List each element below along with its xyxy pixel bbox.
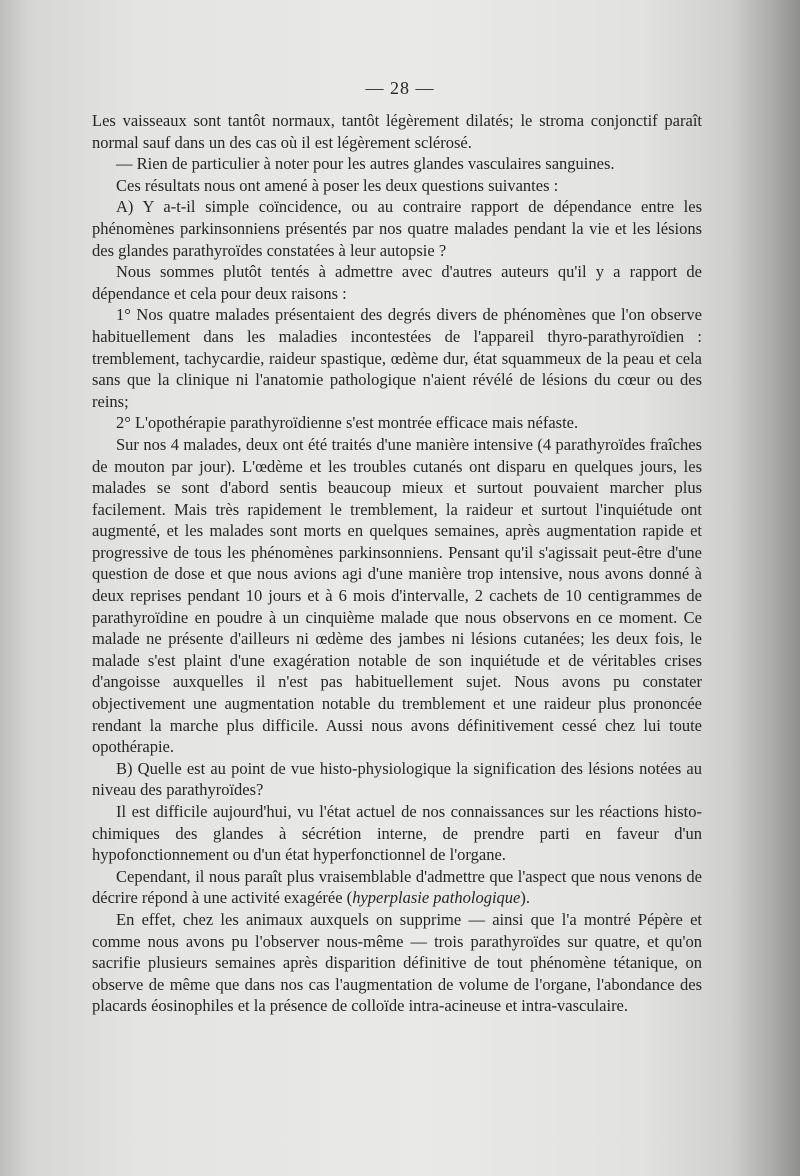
paragraph-other-glands: — Rien de particulier à noter pour les autres glandes vasculaires sanguines. [116, 154, 615, 174]
paragraph-question-a: A) Y a-t-il simple coïncidence, ou au contraire rapport de dépendance entre les phénomènes parkinsonniens présentés par nos quatre malades pendant la vie et les lésions des glandes parathyroïdes constatées à leur autopsie ? [92, 197, 702, 260]
paragraph-reason-1: 1° Nos quatre malades présentaient des degrés divers de phénomènes que l'on observe habituellement dans les maladies incontestées de l'appareil thyro-parathyroïdien : tremblement, tachycardie, raideur spastique, œdème dur, état squammeux de la peau et cela sans que la clinique ni l'anatomie pathologique n'aient révélé de lésions du cœur ou des reins; [92, 305, 702, 411]
paragraph-reason-2: 2° L'opothérapie parathyroïdienne s'est montrée efficace mais néfaste. [116, 413, 579, 433]
paragraph-hyperplasia [92, 866, 702, 909]
body-text [92, 110, 702, 1017]
paragraph-dependence: Nous sommes plutôt tentés à admettre avec d'autres auteurs qu'il y a rapport de dépendance et cela pour deux raisons : [92, 262, 702, 303]
hyperplasia-text-after: ). [520, 888, 530, 908]
paragraph-animal-experiments: En effet, chez les animaux auxquels on supprime — ainsi que l'a montré Pépère et comme nous avons pu l'observer nous-même — trois parathyroïdes sur quatre, et qu'on sacrifie plusieurs semaines après disparition définitive de tout phénomène tétanique, on observe de même que dans nos cas l'augmentation de volume de l'organe, l'abondance des placards éosinophiles et la présence de colloïde intra-acineuse et intra-vasculaire. [92, 909, 702, 1016]
page-number: — 28 — [365, 78, 435, 98]
hyperplasia-text-before: Cependant, il nous paraît plus vraisemblable d'admettre que l'aspect que nous venons de décrire répond à une activité exagérée ( [92, 866, 702, 908]
paragraph-treatment: Sur nos 4 malades, deux ont été traités d'une manière intensive (4 parathyroïdes fraîches de mouton par jour). L'œdème et les troubles cutanés ont disparu en quelques jours, les malades se sont d'abord sentis beaucoup mieux et surtout pouvaient marcher plus facilement. Mais très rapidement le tremblement, la raideur et surtout l'inquiétude ont augmenté, et les malades sont morts en quelques semaines, après augmentation rapide et progressive de tous les phénomènes parkinsonniens. Pensant qu'il s'agissait peut-être d'une question de dose et que nous avions agi d'une manière trop intensive, nous avons donné à deux reprises pendant 10 jours et à 6 mois d'intervalle, 2 cachets de 10 centigrammes de parathyroïdine en poudre à un cinquième malade que nous observons en ce moment. Ce malade ne présente d'ailleurs ni œdème des jambes ni lésions cutanées; les deux fois, le malade s'est plaint d'une exagération notable de son inquiétude et de véritables crises d'angoisse auxquelles il n'est pas habituellement sujet. Nous avons pu constater objectivement une augmentation notable du tremblement et une raideur plus prononcée rendant la marche plus difficile. Aussi nous avons définitivement cessé chez lui toute opothérapie. [92, 434, 702, 757]
paragraph-question-b: B) Quelle est au point de vue histo-physiologique la signification des lésions notées au niveau des parathyroïdes? [92, 758, 702, 800]
paragraph-vessels: Les vaisseaux sont tantôt normaux, tantôt légèrement dilatés; le stroma conjonctif paraît normal sauf dans un des cas où il est légèrement sclérosé. [92, 111, 702, 152]
hyperplasia-italic-term: hyperplasie pathologique [352, 888, 521, 908]
paragraph-questions-intro: Ces résultats nous ont amené à poser les deux questions suivantes : [116, 175, 559, 195]
paragraph-difficulty: Il est difficile aujourd'hui, vu l'état actuel de nos connaissances sur les réactions histo-chimiques des glandes à sécrétion interne, de prendre parti en faveur d'un hypofonctionnement ou d'un état hyperfonctionnel de l'organe. [92, 802, 702, 865]
